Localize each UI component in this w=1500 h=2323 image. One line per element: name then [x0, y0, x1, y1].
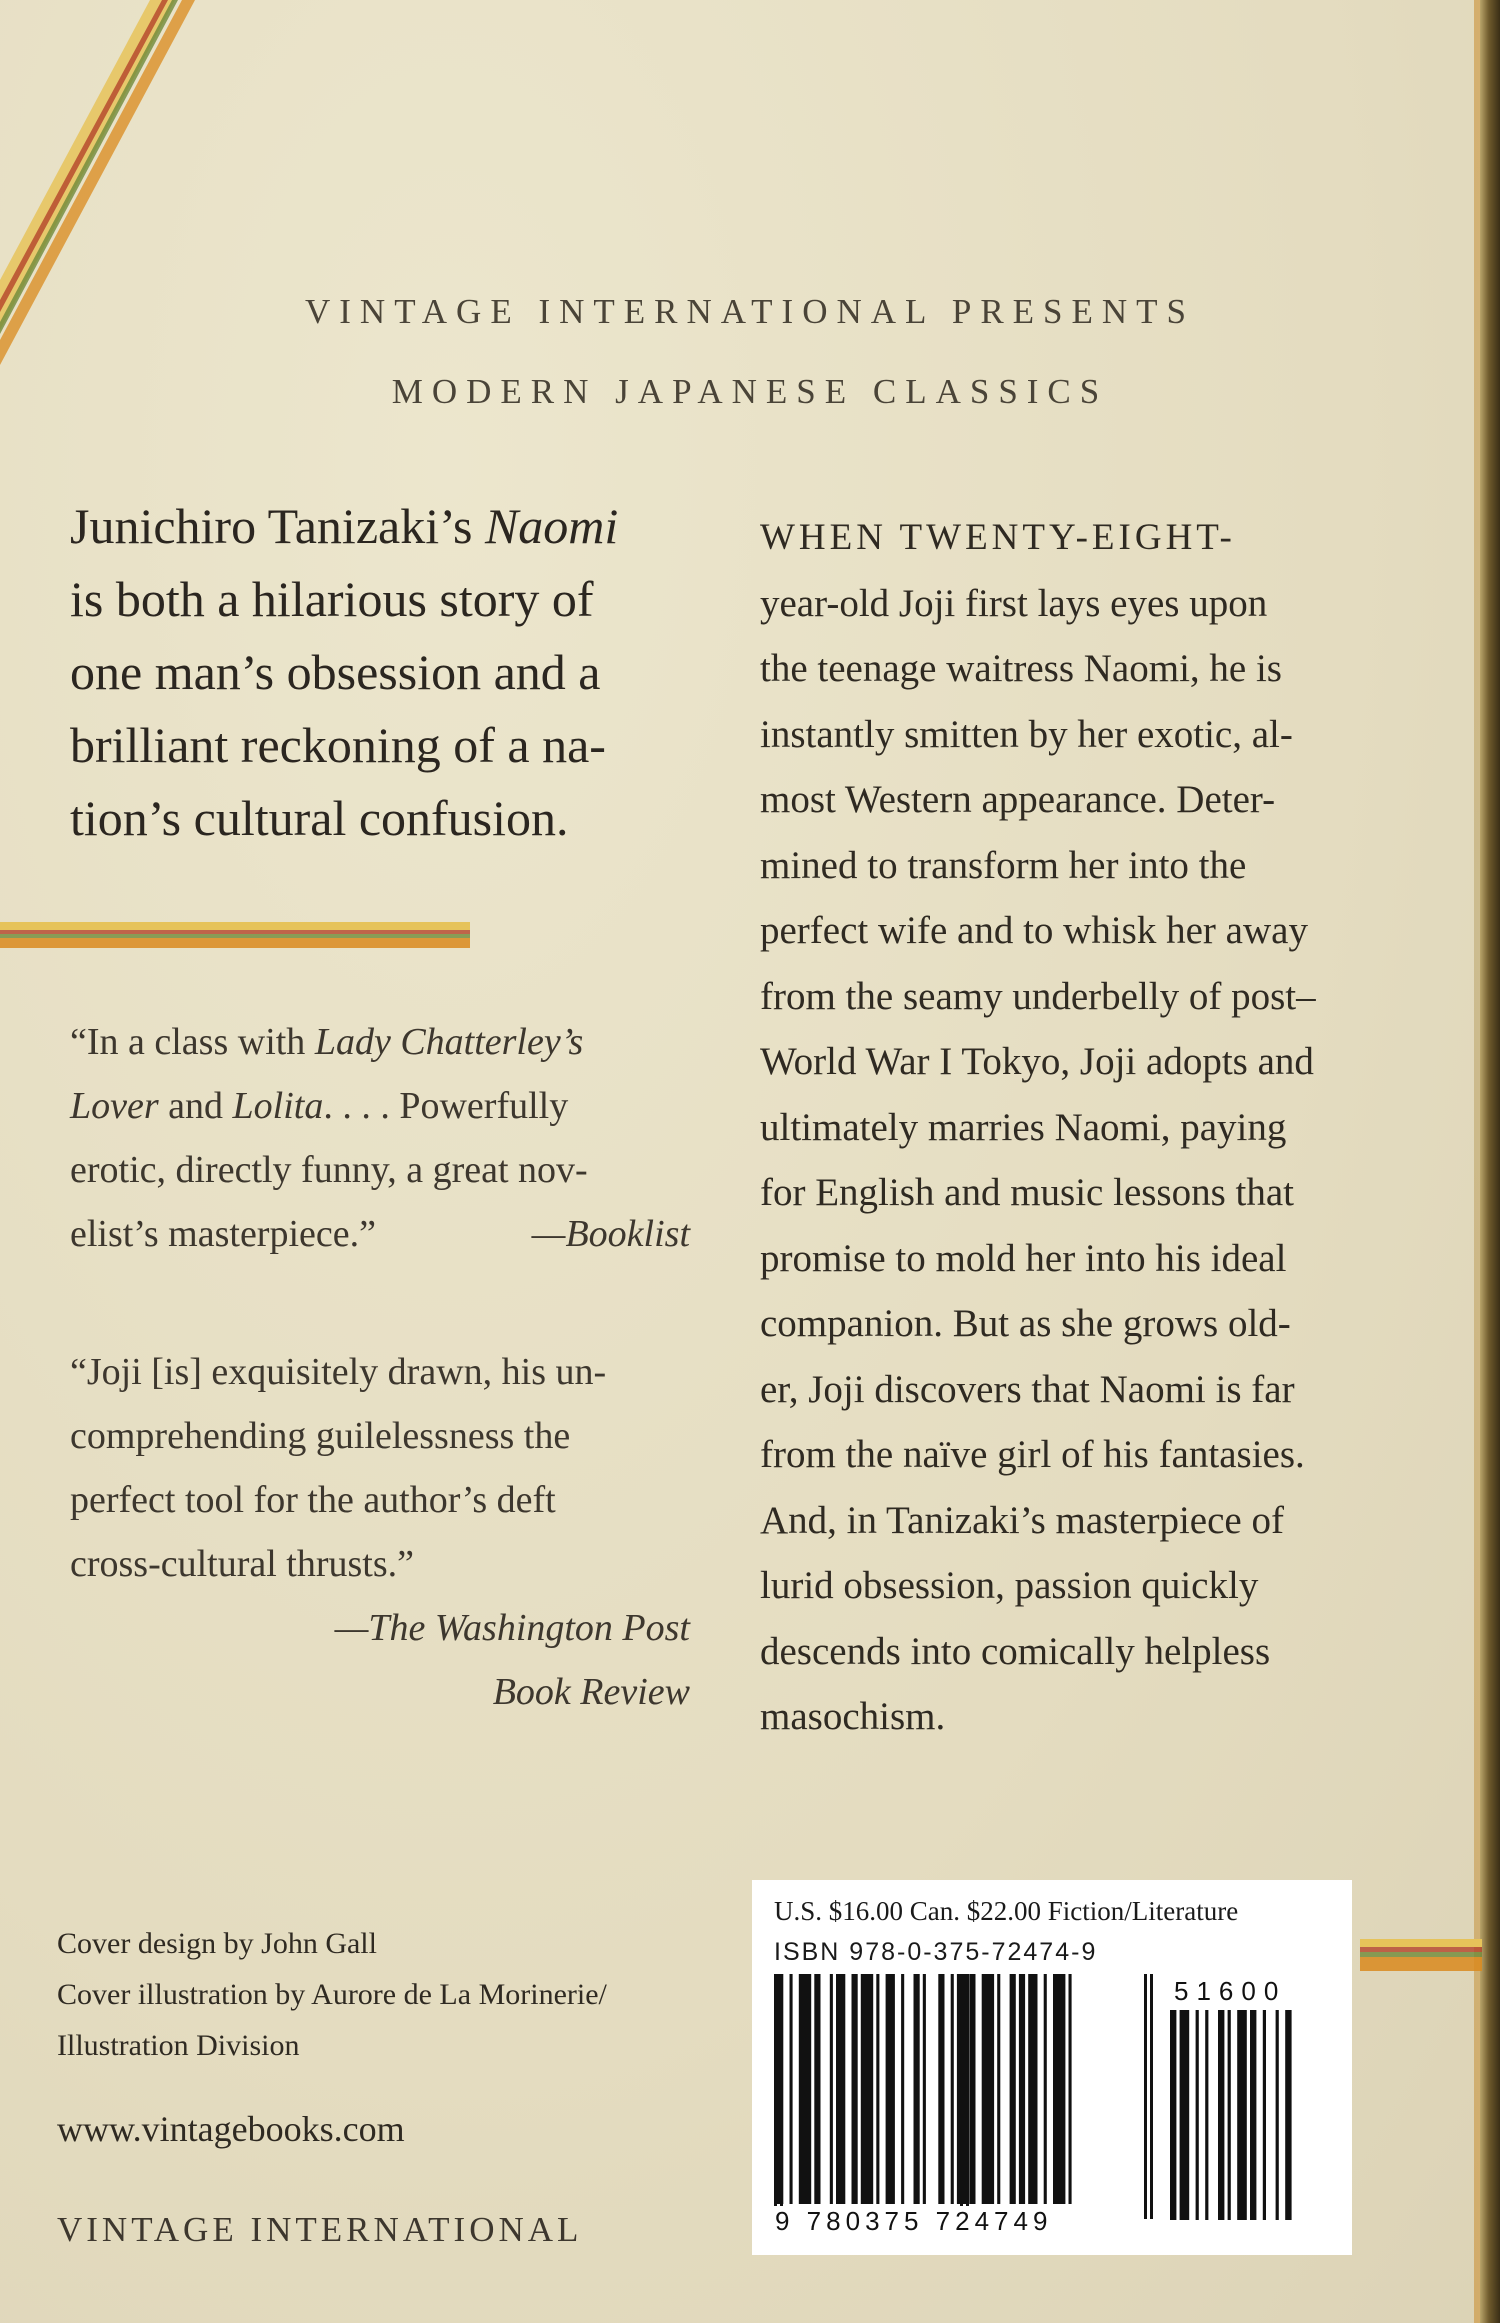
barcode-bar: [1069, 1974, 1072, 2204]
barcode-bar: [1170, 2010, 1176, 2220]
barcode-bar: [1263, 2010, 1266, 2220]
description-line: most Western appearance. Deter-: [760, 778, 1276, 821]
description-line: perfect wife and to whisk her away: [760, 909, 1308, 952]
barcode-addon-digits: 51600: [1174, 1976, 1287, 2006]
barcode-bar: [982, 1974, 994, 2204]
description-line: er, Joji discovers that Naomi is far: [760, 1367, 1295, 1411]
book-title: Naomi: [484, 498, 619, 554]
ean-text: 9 780375 724749: [775, 2206, 1053, 2236]
review-quote-washington-post: [70, 1340, 690, 1724]
quote-text: elist’s masterpiece.”: [70, 1213, 376, 1255]
barcode-bar: [1205, 2010, 1208, 2220]
description-line: WHEN TWENTY-EIGHT-: [760, 517, 1236, 558]
intro-text: brilliant reckoning of a na-: [70, 717, 606, 773]
description-line: mined to transform her into the: [760, 843, 1247, 887]
barcode-bar: [938, 1974, 944, 2204]
barcode-bar: [914, 1974, 920, 2204]
description-line: for English and music lessons that: [760, 1171, 1295, 1214]
barcode-bar: [814, 1974, 820, 2204]
quote-attribution: Book Review: [492, 1671, 690, 1713]
barcode-bar: [836, 1974, 845, 2204]
description-line: And, in Tanizaki’s masterpiece of: [760, 1498, 1284, 1542]
series-header: VINTAGE INTERNATIONAL PRESENTS: [304, 292, 1196, 331]
price-barcode-box: [752, 1880, 1352, 2255]
quote-attribution: —The Washington Post: [334, 1607, 690, 1649]
barcode-bar: [969, 1974, 975, 2204]
barcode-bar: [951, 1974, 954, 2204]
isbn-number: ISBN 978-0-375-72474-9: [774, 1938, 1098, 1966]
barcode-bar: [1053, 1974, 1065, 2204]
barcode-bar: [966, 1974, 969, 2219]
barcode-bar: [876, 1974, 879, 2204]
description-line: the teenage waitress Naomi, he is: [760, 647, 1282, 690]
price-info: U.S. $16.00 Can. $22.00 Fiction/Literature: [774, 1896, 1239, 1926]
quote-text: . . . . Powerfully: [323, 1085, 569, 1127]
barcode-bar: [1028, 1974, 1037, 2204]
spine-edge: [1480, 0, 1500, 2323]
barcode-bar: [1010, 1974, 1016, 2204]
intro-text: Junichiro Tanizaki’s: [70, 498, 485, 554]
barcode-bar: [790, 1974, 793, 2204]
barcode-bar: [861, 1974, 873, 2204]
quote-text: erotic, directly funny, a great nov-: [70, 1149, 588, 1191]
intro-text: tion’s cultural confusion.: [70, 790, 569, 846]
barcode-bar: [901, 1974, 904, 2204]
barcode-bar: [774, 1974, 777, 2219]
barcode-bar: [1044, 1974, 1047, 2204]
quote-title: Lady Chatterley’s: [314, 1021, 584, 1063]
barcode-bar: [1196, 2010, 1199, 2220]
quote-text: perfect tool for the author’s deft: [70, 1479, 556, 1521]
barcode-bar: [1285, 2010, 1291, 2220]
quote-text: “In a class with: [70, 1021, 315, 1063]
barcode-bar: [923, 1974, 926, 2204]
barcode-bar: [780, 1974, 783, 2219]
quote-attribution: —Booklist: [531, 1213, 690, 1255]
description-line: companion. But as she grows old-: [760, 1302, 1291, 1345]
description-line: promise to mold her into his ideal: [760, 1236, 1287, 1280]
description-line: instantly smitten by her exotic, al-: [760, 712, 1293, 756]
quote-text: comprehending guilelessness the: [70, 1415, 571, 1457]
description-line: masochism.: [760, 1695, 946, 1738]
quote-text: and: [158, 1085, 233, 1127]
description-line: ultimately marries Naomi, paying: [760, 1105, 1287, 1149]
barcode-bar: [1276, 2010, 1279, 2220]
series-subheader: MODERN JAPANESE CLASSICS: [391, 372, 1109, 411]
cover-credits: [57, 1918, 607, 2071]
credit-line: Cover illustration by Aurore de La Morinerie/: [57, 1978, 607, 2011]
intro-blurb: [70, 490, 690, 855]
intro-text: one man’s obsession and a: [70, 644, 601, 700]
review-quote-booklist: [70, 1010, 690, 1266]
barcode-ean-digits: [774, 2206, 1053, 2237]
description-line: from the naïve girl of his fantasies.: [760, 1433, 1305, 1476]
description-line: descends into comically helpless: [760, 1629, 1271, 1673]
barcode: [752, 1880, 1352, 2255]
description-line: year-old Joji first lays eyes upon: [760, 581, 1268, 625]
barcode-bar: [1180, 2010, 1190, 2220]
publisher-website: www.vintagebooks.com: [57, 2109, 405, 2149]
barcode-bar: [1250, 2010, 1256, 2220]
barcode-bar: [1144, 1974, 1147, 2219]
barcode-bar: [1218, 2010, 1224, 2220]
barcode-bar: [997, 1974, 1000, 2204]
decorative-edge-stripe: [1360, 1935, 1482, 1995]
quote-text: cross-cultural thrusts.”: [70, 1543, 415, 1585]
imprint-name: VINTAGE INTERNATIONAL: [57, 2210, 583, 2249]
barcode-bar: [799, 1974, 811, 2204]
barcode-bar: [1237, 2010, 1247, 2220]
book-description: [760, 505, 1400, 1750]
barcode-bar: [1019, 1974, 1025, 2204]
barcode-bar: [830, 1974, 833, 2204]
decorative-divider-stripe: [0, 918, 480, 958]
credit-line: Cover design by John Gall: [57, 1927, 377, 1960]
barcode-bar: [960, 1974, 963, 2219]
barcode-bar: [852, 1974, 858, 2204]
intro-text: is both a hilarious story of: [70, 571, 594, 627]
barcode-bar: [1150, 1974, 1153, 2219]
description-line: lurid obsession, passion quickly: [760, 1564, 1259, 1607]
barcode-bar: [886, 1974, 895, 2204]
quote-title: Lolita: [232, 1085, 324, 1127]
description-line: World War I Tokyo, Joji adopts and: [760, 1040, 1314, 1083]
quote-text: “Joji [is] exquisitely drawn, his un-: [70, 1351, 607, 1393]
barcode-bar: [1228, 2010, 1231, 2220]
description-line: from the seamy underbelly of post–: [760, 974, 1316, 1018]
credit-line: Illustration Division: [57, 2029, 300, 2062]
quote-title: Lover: [70, 1085, 159, 1127]
